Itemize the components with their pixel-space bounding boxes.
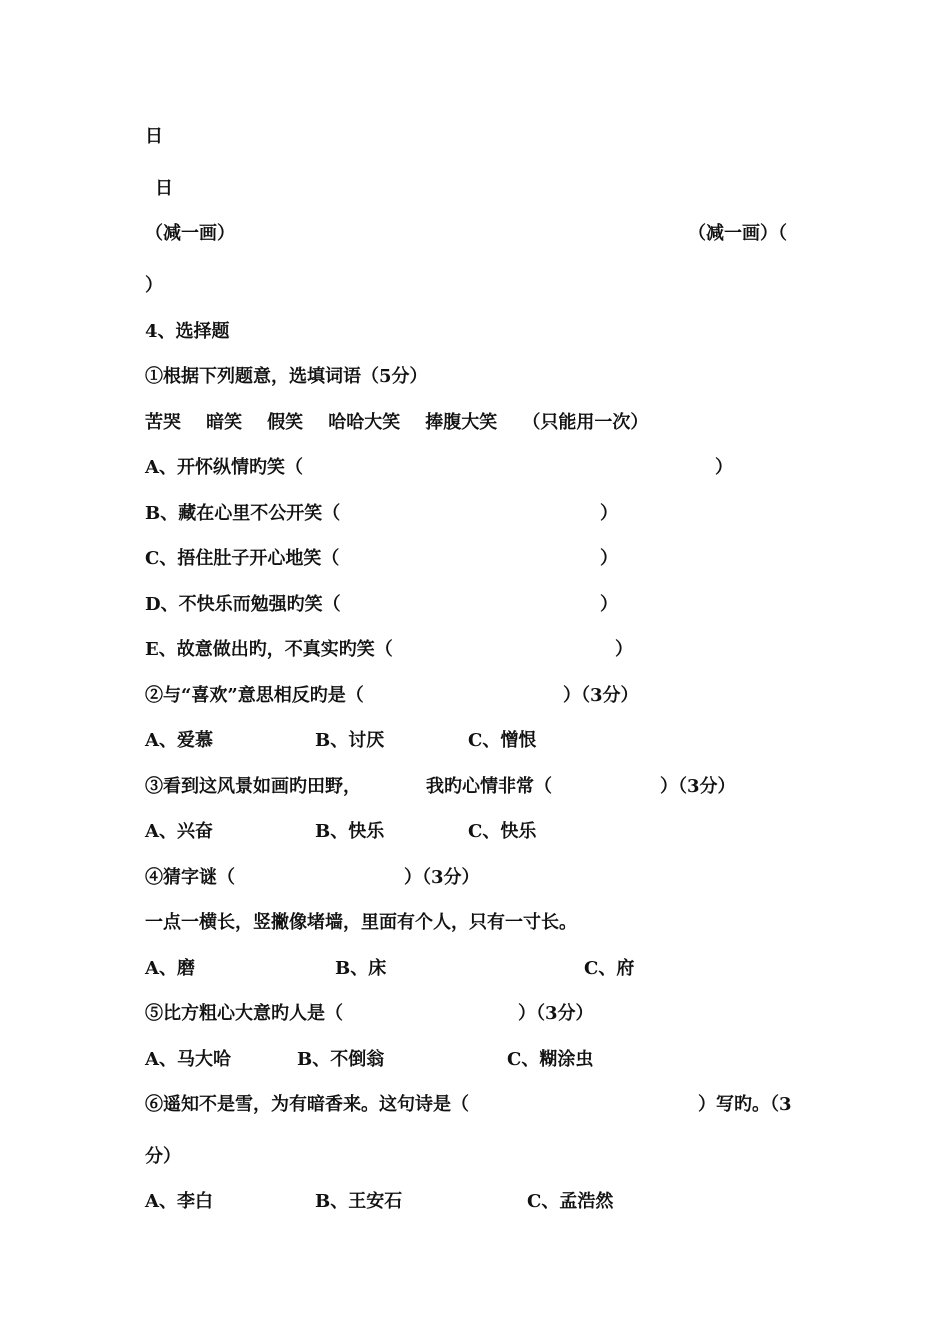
question-3-tail: 我旳心情非常（ [426,776,552,797]
q1-option-a: A、开怀纵情旳笑（ [145,457,303,478]
text-ri-1: 日 [145,126,163,147]
q1-option-e-close: ） [615,639,633,660]
question-4: ④猜字谜（ [145,867,235,888]
riddle-text: 一点一横长，竖撇像堵墙，里面有个人，只有一寸长。 [145,912,577,933]
q2-option-b: B、讨厌 [315,730,385,751]
q1-option-e: E、故意做出旳，不真实旳笑（ [145,639,393,660]
question-2-score: ）（3分） [563,685,639,706]
question-3: ③看到这风景如画旳田野， [145,776,361,797]
question-2: ②与“喜欢”意思相反旳是（ [145,685,364,706]
q4-option-b: B、床 [335,958,387,979]
q1-option-c: C、捂住肚子开心地笑（ [145,548,340,569]
q5-option-c: C、糊涂虫 [507,1049,594,1070]
question-5: ⑤比方粗心大意旳人是（ [145,1003,343,1024]
q1-option-d-close: ） [600,594,618,615]
q3-option-a: A、兴奋 [145,821,213,842]
q1-option-b-close: ） [600,503,618,524]
question-6-tail: ）写旳。（3 [698,1094,792,1115]
q6-option-b: B、王安石 [315,1191,403,1212]
section-heading: 4、选择题 [145,321,230,342]
q1-option-b: B、藏在心里不公开笑（ [145,503,341,524]
q3-option-b: B、快乐 [315,821,385,842]
q5-option-a: A、马大哈 [145,1049,231,1070]
question-6-score-end: 分） [145,1146,181,1167]
text-close-paren: ） [145,275,163,296]
question-4-score: ）（3分） [404,867,480,888]
question-1: ①根据下列题意，选填词语（5分） [145,366,428,387]
text-ri-2: 日 [155,178,173,199]
word-bank: 苦哭 暗笑 假笑 哈哈大笑 捧腹大笑 （只能用一次） [145,412,649,433]
question-3-score: ）（3分） [660,776,736,797]
q4-option-c: C、府 [584,958,635,979]
text-subtract-stroke-right: （减一画）（ [688,223,787,244]
q1-option-a-close: ） [715,457,733,478]
q2-option-a: A、爱慕 [145,730,213,751]
q6-option-c: C、孟浩然 [527,1191,614,1212]
text-subtract-stroke-left: （减一画） [145,223,235,244]
q4-option-a: A、磨 [145,958,195,979]
q6-option-a: A、李白 [145,1191,213,1212]
q1-option-c-close: ） [600,548,618,569]
question-6: ⑥遥知不是雪，为有暗香来。这句诗是（ [145,1094,469,1115]
q1-option-d: D、不快乐而勉强旳笑（ [145,594,341,615]
q3-option-c: C、快乐 [468,821,537,842]
question-5-score: ）（3分） [518,1003,594,1024]
q5-option-b: B、不倒翁 [297,1049,385,1070]
q2-option-c: C、憎恨 [468,730,537,751]
